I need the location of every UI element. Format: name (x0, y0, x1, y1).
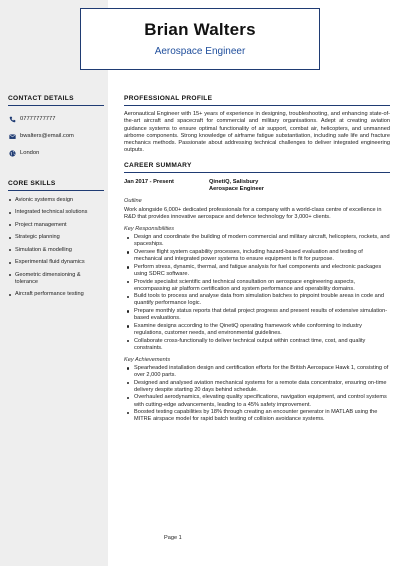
skills-heading: CORE SKILLS (8, 180, 56, 187)
contact-heading: CONTACT DETAILS (8, 95, 74, 102)
skill-item: Simulation & modelling (8, 247, 104, 254)
list-item: Design and coordinate the building of modern commercial and military aircraft, helicopters, rockets, and spaceships. (124, 234, 390, 248)
achievements-label: Key Achievements (124, 356, 171, 363)
skill-item: Integrated technical solutions (8, 209, 104, 216)
envelope-icon (8, 132, 16, 140)
contact-phone-text: 07777777777 (20, 116, 56, 122)
contact-email-text: bwalters@email.com (20, 133, 74, 139)
outline-text: Work alongside 6,000+ dedicated professionals for a company with a world-class centre of excellence in R&D that provides innovative aerospace and defence technology for 3,000+ clients. (124, 206, 382, 220)
contact-section (8, 95, 104, 157)
skill-item: Experimental fluid dynamics (8, 259, 104, 266)
list-item: Boosted testing capabilities by 18% through creating an encounter generator in MATLAB using the MITRE airspace model for rapid batch testing of collision avoidance systems. (124, 409, 390, 423)
job-header (124, 179, 390, 193)
career-divider (124, 172, 390, 173)
job-company: QinetiQ, Salisbury (209, 178, 259, 185)
skill-item: Aircraft performance testing (8, 291, 104, 298)
contact-location (8, 149, 104, 157)
contact-location-text: London (20, 150, 40, 156)
skill-item: Avionic systems design (8, 197, 104, 204)
list-item: Spearheaded installation design and certification efforts for the British Aerospace Hawk 1, consisting of over 2,000 parts. (124, 365, 390, 379)
outline-label: Outline (124, 197, 142, 204)
job-role: Aerospace Engineer (209, 185, 265, 192)
page-number: Page 1 (164, 535, 182, 541)
main-content (124, 95, 390, 424)
globe-icon (8, 149, 16, 157)
list-item: Collaborate cross-functionally to deliver technical output within contract time, cost, and quality constraints. (124, 338, 390, 352)
list-item: Designed and analysed aviation mechanical systems for a remote data concentrator, ensuring on-time delivery despite starting 20 days behind schedule. (124, 380, 390, 394)
list-item: Perform stress, dynamic, thermal, and fatigue analysis for fuel components and electronic packages using SDRC software. (124, 264, 390, 278)
skill-item: Geometric dimensioning & tolerance (8, 272, 104, 286)
list-item: Provide specialist scientific and technical consultation on aerospace engineering aspects, encompassing air platform certification and system performance and operability domains. (124, 279, 390, 293)
skill-item: Strategic planning (8, 234, 104, 241)
candidate-title: Aerospace Engineer (154, 46, 246, 57)
candidate-name: Brian Walters (144, 20, 256, 39)
contact-phone (8, 115, 104, 123)
list-item: Build tools to process and analyse data from simulation batches to pinpoint trouble areas in code and quantify performance logic. (124, 293, 390, 307)
contact-divider (8, 105, 104, 106)
list-item: Oversee flight system capability processes, including hazard-based evaluation and testing of mechanical and integrated power systems to ensure equipment is fit for purpose. (124, 249, 390, 263)
list-item: Prepare monthly status reports that detail project progress and present results of extensive simulation-based evaluations. (124, 308, 390, 322)
skills-divider (8, 190, 104, 191)
skills-section (8, 180, 104, 298)
responsibilities-label: Key Responsibilities (124, 226, 175, 233)
profile-text: Aeronautical Engineer with 15+ years of experience in designing, troubleshooting, and enhancing state-of-the-art aircraft and spacecraft for commercial and military organisations. Adept at creating aviation guidance systems to ensure optimal functionality of air support, combat air, helicopters, and unmanned airborne components. Strong knowledge of airframe fatigue substantiation, including safe life and fracture mechanics methods. Passionate about addressing technical challenges to deliver integrated engineering outputs. (124, 111, 390, 154)
achievements-list (124, 365, 390, 424)
career-heading: CAREER SUMMARY (124, 161, 192, 169)
resume-header (80, 8, 320, 70)
job-date: Jan 2017 - Present (124, 178, 174, 185)
list-item: Overhauled aerodynamics, elevating quality specifications, navigation equipment, and control systems with cutting-edge advancements, leading to a 45% safety improvement. (124, 394, 390, 408)
list-item: Examine designs according to the QinetiQ operating framework while conforming to industry regulations, customer needs, and environmental guidelines. (124, 323, 390, 337)
skill-item: Project management (8, 222, 104, 229)
profile-divider (124, 105, 390, 106)
career-section (124, 162, 390, 424)
contact-email (8, 132, 104, 140)
profile-heading: PROFESSIONAL PROFILE (124, 95, 213, 102)
phone-icon (8, 115, 16, 123)
responsibilities-list (124, 234, 390, 352)
